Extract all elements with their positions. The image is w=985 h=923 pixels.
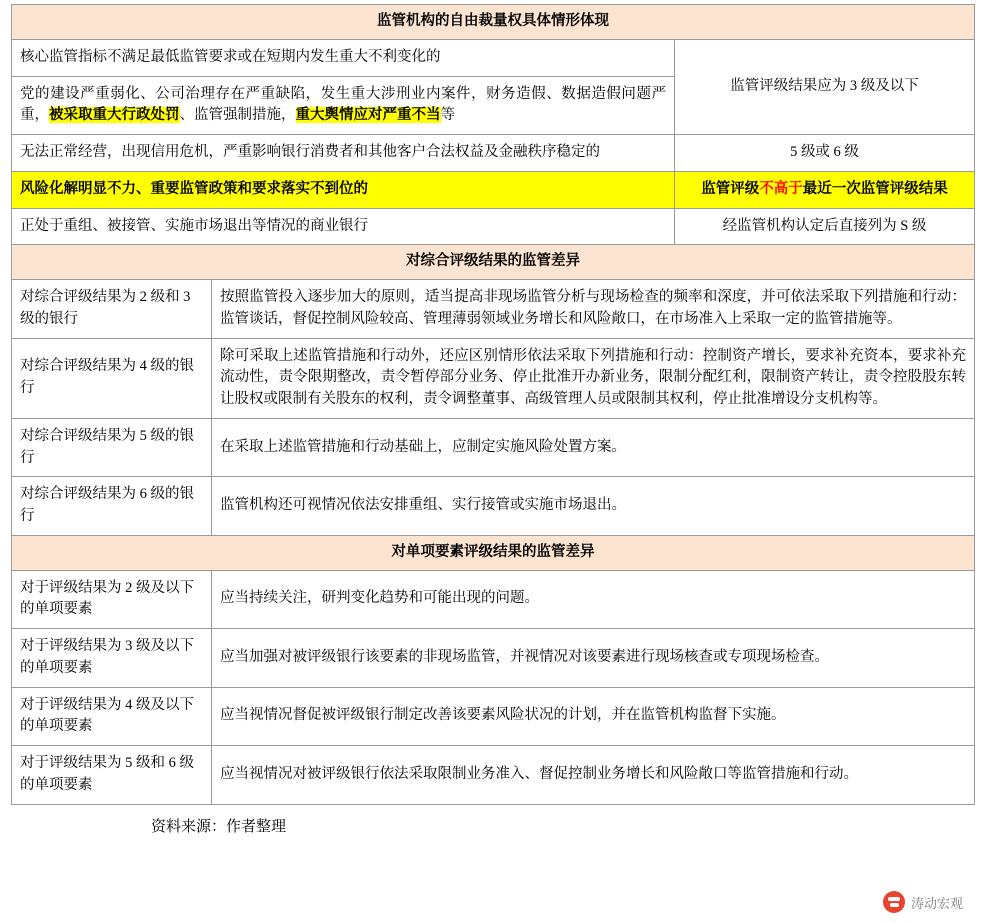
discretion-situation-2: [12, 76, 675, 135]
text-post: 等: [440, 107, 455, 124]
wechat-logo-icon: [883, 891, 905, 913]
table-row: [12, 746, 975, 805]
composite-label-2-3: 对综合评级结果为 2 级和 3 级的银行: [12, 280, 212, 339]
highlight-admin-penalty: 被采取重大行政处罚: [49, 107, 180, 124]
table-row-highlighted: [12, 171, 975, 208]
table-row: [12, 570, 975, 629]
discretion-situation-4: 风险化解明显不力、重要监管政策和要求落实不到位的: [12, 171, 675, 208]
single-factor-label-4: 对于评级结果为 4 级及以下的单项要素: [12, 687, 212, 746]
discretion-result-1: 监管评级结果应为 3 级及以下: [675, 39, 975, 134]
highlight-public-opinion: 重大舆情应对严重不当: [295, 107, 441, 124]
section-title-single-factor: 对单项要素评级结果的监管差异: [12, 535, 975, 570]
table-row: [12, 280, 975, 339]
watermark: [883, 891, 963, 913]
table-row: [12, 208, 975, 245]
document-body: [11, 0, 974, 836]
source-note: 资料来源：作者整理: [151, 818, 287, 835]
result-emphasis-red: 不高于: [759, 180, 803, 197]
composite-label-6: 对综合评级结果为 6 级的银行: [12, 477, 212, 536]
table-row: [12, 477, 975, 536]
single-factor-label-2: 对于评级结果为 2 级及以下的单项要素: [12, 570, 212, 629]
single-factor-content-4: 应当视情况督促被评级银行制定改善该要素风险状况的计划，并在监管机构监督下实施。: [212, 687, 975, 746]
section-header-row: [12, 5, 975, 40]
section-title-discretion: 监管机构的自由裁量权具体情形体现: [12, 5, 975, 40]
section-header-row: [12, 245, 975, 280]
discretion-situation-3: 无法正常经营，出现信用危机，严重影响银行消费者和其他客户合法权益及金融秩序稳定的: [12, 135, 675, 172]
single-factor-content-3: 应当加强对被评级银行该要素的非现场监管，并视情况对该要素进行现场核查或专项现场检查。: [212, 629, 975, 688]
section-title-composite: 对综合评级结果的监管差异: [12, 245, 975, 280]
table-row: [12, 418, 975, 477]
discretion-situation-1: 核心监管指标不满足最低监管要求或在短期内发生重大不利变化的: [12, 39, 675, 76]
regulatory-discretion-table: [11, 4, 975, 280]
single-factor-content-5-6: 应当视情况对被评级银行依法采取限制业务准入、督促控制业务增长和风险敞口等监管措施和行动。: [212, 746, 975, 805]
discretion-situation-5: 正处于重组、被接管、实施市场退出等情况的商业银行: [12, 208, 675, 245]
result-post: 最近一次监管评级结果: [802, 180, 948, 197]
table-row: [12, 629, 975, 688]
discretion-result-3: 5 级或 6 级: [675, 135, 975, 172]
single-factor-content-2: 应当持续关注，研判变化趋势和可能出现的问题。: [212, 570, 975, 629]
result-pre: 监管评级: [701, 180, 760, 197]
section-header-row: [12, 535, 975, 570]
composite-label-5: 对综合评级结果为 5 级的银行: [12, 418, 212, 477]
single-factor-label-5-6: 对于评级结果为 5 级和 6 级的单项要素: [12, 746, 212, 805]
text-pre: 党的建设严重弱化、公司治理存在严重缺陷，发生重大涉刑业内案件，财务造假、数据造假问题严重，: [20, 85, 666, 124]
composite-rating-table: [11, 279, 975, 805]
text-mid: 、监管强制措施，: [179, 107, 296, 124]
composite-content-6: 监管机构还可视情况依法安排重组、实行接管或实施市场退出。: [212, 477, 975, 536]
discretion-result-4: [675, 171, 975, 208]
table-row: [12, 39, 975, 76]
single-factor-label-3: 对于评级结果为 3 级及以下的单项要素: [12, 629, 212, 688]
composite-content-2-3: 按照监管投入逐步加大的原则，适当提高非现场监管分析与现场检查的频率和深度，并可依法采取下列措施和行动：监管谈话，督促控制风险较高、管理薄弱领域业务增长和风险敞口，在市场准入上采取一定的监管措施等。: [212, 280, 975, 339]
composite-content-4: 除可采取上述监管措施和行动外，还应区别情形依法采取下列措施和行动：控制资产增长，要求补充资本，要求补充流动性，责令限期整改，责令暂停部分业务、停止批准开办新业务，限制分配红利，限制资产转让，责令控股股东转让股权或限制有关股东的权利，责令调整董事、高级管理人员或限制其权利，停止批准增设分支机构等。: [212, 338, 975, 418]
composite-label-4: 对综合评级结果为 4 级的银行: [12, 338, 212, 418]
table-row: [12, 338, 975, 418]
discretion-result-5: 经监管机构认定后直接列为 S 级: [675, 208, 975, 245]
composite-content-5: 在采取上述监管措施和行动基础上，应制定实施风险处置方案。: [212, 418, 975, 477]
table-row: [12, 135, 975, 172]
table-row: [12, 687, 975, 746]
watermark-label: 涛动宏观: [910, 895, 963, 911]
